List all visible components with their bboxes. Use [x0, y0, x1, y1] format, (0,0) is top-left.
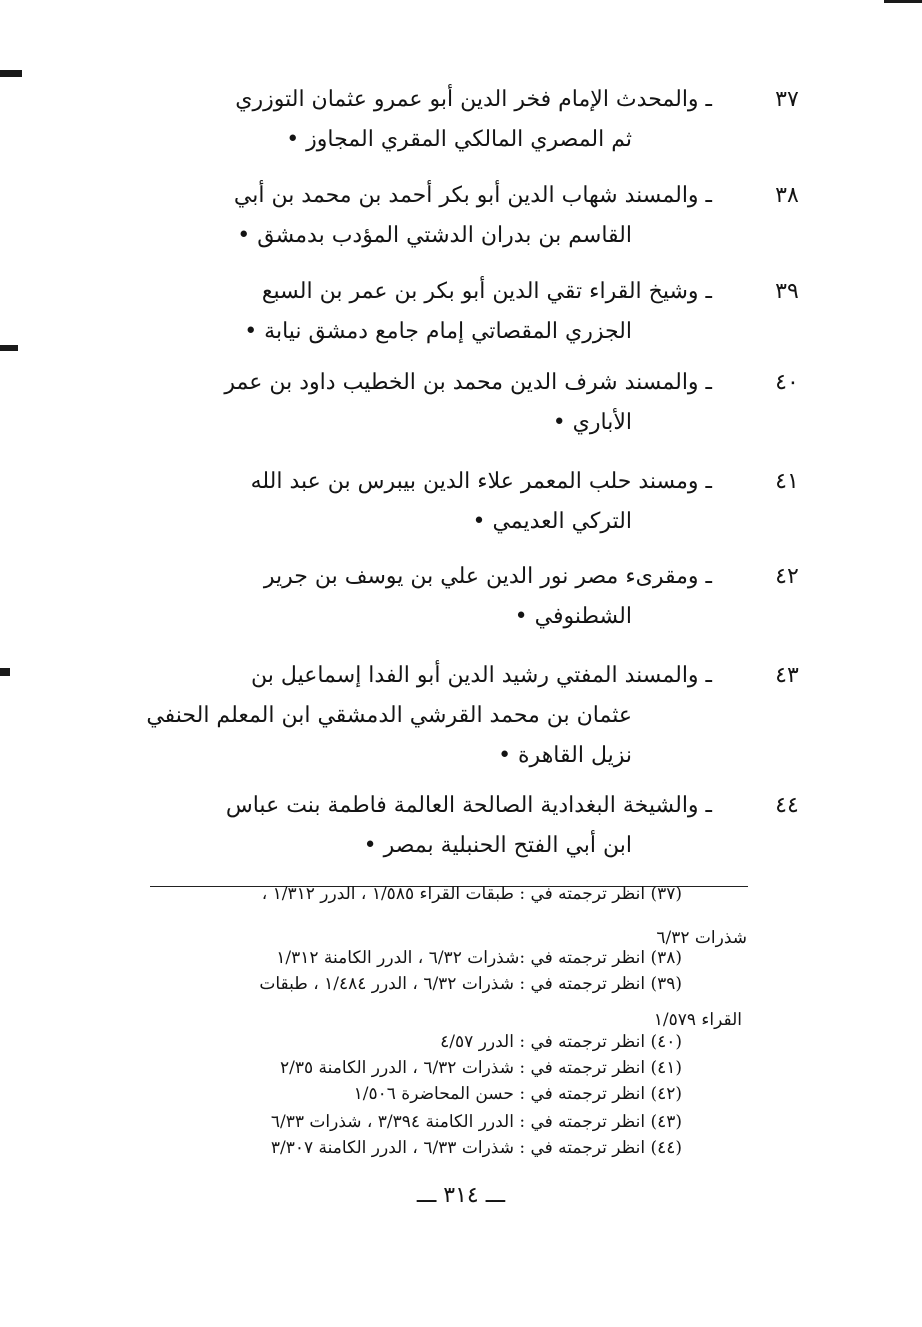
entry-number: ٣٨ [775, 183, 799, 208]
entry-line: ابن أبي الفتح الحنبلية بمصر • [363, 833, 632, 858]
entry-number: ٤٤ [775, 793, 799, 818]
entry-number: ٤١ [775, 469, 799, 494]
entry-line: القاسم بن بدران الدشتي المؤدب بدمشق • [237, 223, 632, 248]
entry-line: ـ والشيخة البغدادية الصالحة العالمة فاطمة بنت عباس [225, 793, 712, 818]
entry-43 [112, 656, 799, 776]
entry-line: عثمان بن محمد القرشي الدمشقي ابن المعلم الحنفي [146, 703, 632, 728]
footnote-42: (٤٢) انظر ترجمته في : حسن المحاضرة ١/٥٠٦ [353, 1084, 682, 1104]
entry-38 [112, 176, 799, 256]
footnote-38: (٣٨) انظر ترجمته في :شذرات ٦/٣٢ ، الدرر الكامنة ١/٣١٢ [276, 948, 682, 968]
entry-number: ٤٢ [775, 564, 799, 589]
entry-number: ٤٠ [775, 370, 799, 395]
entry-number: ٤٣ [775, 663, 799, 688]
entry-line: ـ والمسند شرف الدين محمد بن الخطيب داود بن عمر [224, 370, 712, 395]
page-number: ـــ ٣١٤ ـــ [416, 1183, 506, 1208]
entry-line: ـ ومسند حلب المعمر علاء الدين بيبرس بن عبد الله [250, 469, 712, 494]
footnote-41: (٤١) انظر ترجمته في : شذرات ٦/٣٢ ، الدرر الكامنة ٢/٣٥ [280, 1058, 682, 1078]
footnote-40: (٤٠) انظر ترجمته في : الدرر ٤/٥٧ [440, 1032, 682, 1052]
entry-line: ـ والمحدث الإمام فخر الدين أبو عمرو عثمان التوزري [235, 87, 712, 112]
entry-number: ٣٧ [775, 87, 799, 112]
footnote-37-cont: شذرات ٦/٣٢ [656, 928, 747, 948]
scan-edge-mark [0, 70, 22, 77]
scan-edge-mark [0, 345, 18, 351]
entry-line: الأباري • [552, 410, 632, 435]
entry-line: الشطنوفي • [514, 604, 632, 629]
entry-number: ٣٩ [775, 279, 799, 304]
entry-line: ـ والمسند المفتي رشيد الدين أبو الفدا إسماعيل بن [251, 663, 712, 688]
footnote-43: (٤٣) انظر ترجمته في : الدرر الكامنة ٣/٣٩٤ ، شذرات ٦/٣٣ [270, 1112, 682, 1132]
footnote-44: (٤٤) انظر ترجمته في : شذرات ٦/٣٣ ، الدرر الكامنة ٣/٣٠٧ [270, 1138, 682, 1158]
entry-line: التركي العديمي • [472, 509, 632, 534]
entry-line: ـ ومقرىء مصر نور الدين علي بن يوسف بن جرير [263, 564, 712, 589]
entry-41 [112, 462, 799, 542]
entry-line: نزيل القاهرة • [498, 743, 632, 768]
entry-37 [112, 80, 799, 160]
footnote-37: (٣٧) انظر ترجمته في : طبقات القراء ١/٥٨٥ ، الدرر ١/٣١٢ ، [261, 884, 682, 904]
entry-40 [112, 363, 799, 443]
entry-line: ـ وشيخ القراء تقي الدين أبو بكر بن عمر بن السبع [261, 279, 712, 304]
footnote-39: (٣٩) انظر ترجمته في : شذرات ٦/٣٢ ، الدرر ١/٤٨٤ ، طبقات [259, 974, 682, 994]
scan-edge-mark [884, 0, 922, 3]
entry-line: الجزري المقصاتي إمام جامع دمشق نيابة • [244, 319, 632, 344]
entry-39 [112, 272, 799, 352]
entry-line: ثم المصري المالكي المقري المجاوز • [286, 127, 632, 152]
entry-44 [112, 786, 799, 866]
scan-edge-mark [0, 668, 10, 676]
entry-line: ـ والمسند شهاب الدين أبو بكر أحمد بن محمد بن أبي [233, 183, 712, 208]
footnote-39-cont: القراء ١/٥٧٩ [653, 1010, 742, 1030]
entry-42 [112, 557, 799, 637]
